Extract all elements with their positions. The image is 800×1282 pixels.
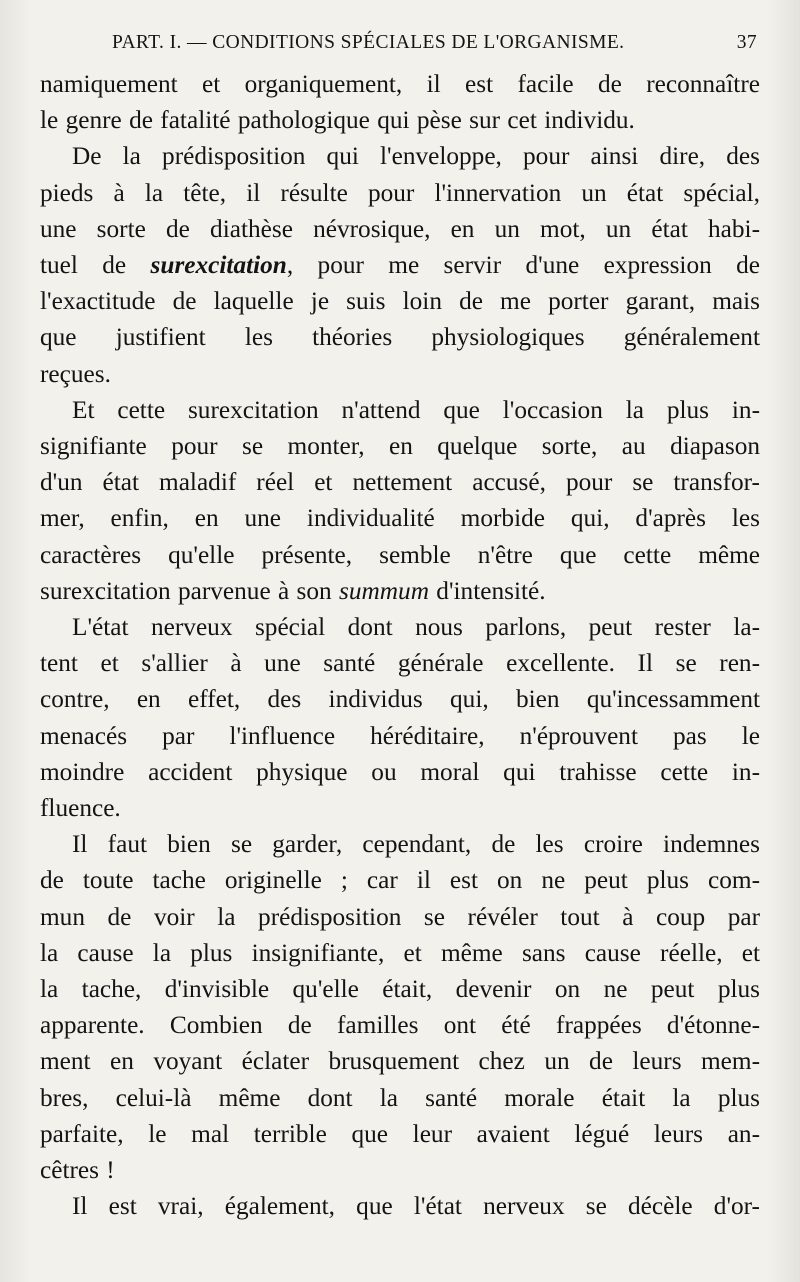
text-line: reçues. — [40, 359, 111, 388]
emphasized-word: summum — [339, 576, 429, 605]
text-line: que justifient les théories physiologiques généralement — [40, 323, 760, 352]
text-line: cêtres ! — [40, 1156, 115, 1185]
running-header — [40, 32, 760, 66]
text-line: mer, enfin, en une individualité morbide qui, d'après les — [40, 504, 760, 533]
text-line: Il faut bien se garder, cependant, de les croire indemnes — [72, 830, 760, 859]
text-line: pieds à la tête, il résulte pour l'innervation un état spécial, — [40, 178, 760, 207]
text-line: tuel de surexcitation, pour me servir d'une expression de — [40, 251, 760, 280]
emphasized-word: surexcitation — [150, 251, 287, 280]
text-line: parfaite, le mal terrible que leur avaient légué leurs an- — [40, 1119, 760, 1148]
text-line: fluence. — [40, 794, 121, 823]
text-line: l'exactitude de laquelle je suis loin de me porter garant, mais — [40, 287, 760, 316]
text-line: caractères qu'elle présente, semble n'être que cette même — [40, 540, 760, 569]
running-title: PART. I. — CONDITIONS SPÉCIALES DE L'ORGANISME. — [112, 32, 625, 53]
text-line: namiquement et organiquement, il est facile de reconnaître — [40, 70, 760, 98]
body-text — [40, 66, 760, 1225]
text-line: apparente. Combien de familles ont été frappées d'étonne- — [40, 1011, 760, 1040]
text-line: contre, en effet, des individus qui, bien qu'incessamment — [40, 685, 760, 714]
text-line: mun de voir la prédisposition se révéler tout à coup par — [40, 902, 760, 931]
text-line: d'un état maladif réel et nettement accusé, pour se transfor- — [40, 468, 760, 497]
text-line: tent et s'allier à une santé générale excellente. Il se ren- — [40, 649, 760, 678]
text-line: L'état nerveux spécial dont nous parlons, peut rester la- — [72, 613, 760, 642]
text-line: la cause la plus insignifiante, et même sans cause réelle, et — [40, 938, 760, 967]
text-line: surexcitation parvenue à son summum d'intensité. — [40, 576, 546, 605]
text-line: une sorte de diathèse névrosique, en un mot, un état habi- — [40, 214, 760, 243]
text-line: menacés par l'influence héréditaire, n'éprouvent pas le — [40, 721, 760, 750]
text-line: signifiante pour se monter, en quelque sorte, au diapason — [40, 432, 760, 461]
text-line: moindre accident physique ou moral qui trahisse cette in- — [40, 757, 760, 786]
text-line: bres, celui-là même dont la santé morale était la plus — [40, 1083, 760, 1112]
text-line: ment en voyant éclater brusquement chez un de leurs mem- — [40, 1047, 760, 1076]
text-line: Il est vrai, également, que l'état nerveux se décèle d'or- — [72, 1192, 760, 1221]
text-line: de toute tache originelle ; car il est on ne peut plus com- — [40, 866, 760, 895]
text-line: Et cette surexcitation n'attend que l'occasion la plus in- — [72, 395, 760, 424]
text-line: le genre de fatalité pathologique qui pèse sur cet individu. — [40, 106, 635, 135]
text-line: De la prédisposition qui l'enveloppe, pour ainsi dire, des — [72, 142, 760, 171]
text-line: la tache, d'invisible qu'elle était, devenir on ne peut plus — [40, 975, 760, 1004]
page-number: 37 — [736, 32, 757, 53]
